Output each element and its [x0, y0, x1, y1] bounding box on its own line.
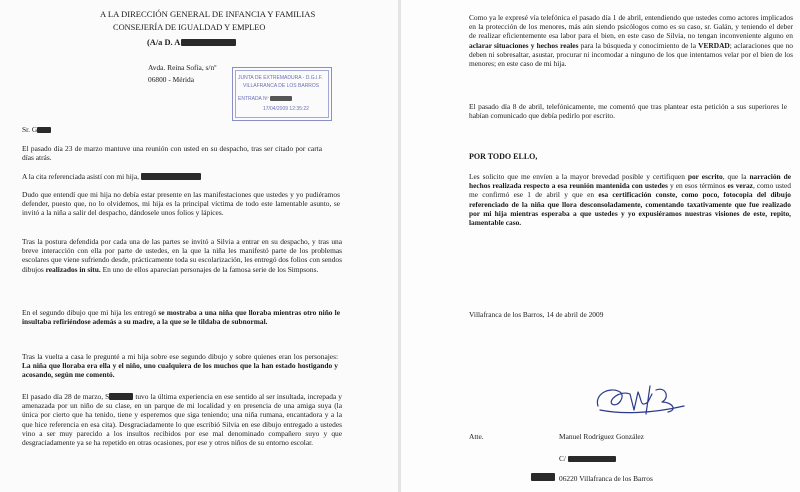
right-p3-bold3: es veraz	[727, 181, 753, 191]
registry-stamp	[232, 67, 332, 121]
right-p1-verdad: VERDAD	[698, 40, 730, 50]
right-p3-text2: , que la	[722, 172, 747, 181]
paragraph-4	[22, 237, 342, 274]
right-p1-text: Como ya le expresé vía telefónica el pasado día 1 de abril, entendiendo que ustedes como actores implicados en la protección de los menores, más aún siendo psicólogos como es su caso, sr. Galán, y teniendo el deber de realizar eficientemente esa labor para el bien, en este caso de Silvia, no tengan inconveniente alguno en	[469, 13, 793, 41]
right-p1-bold: aclarar situaciones y hechos reales	[469, 40, 579, 50]
paragraph-5-bold: se mostraba a una niña que lloraba mientras otro niño le insultaba refiriéndose además a su madre, a la que se le tildaba de subnormal.	[22, 308, 340, 327]
recipient-label: (A/a D. A	[147, 38, 181, 47]
paragraph-7	[22, 392, 342, 447]
stamp-entrada	[238, 96, 292, 102]
address-line-2: 06800 - Mérida	[148, 75, 194, 84]
right-p3-bold4: esa certificación conste, como poco, fotocopia del dibujo referenciado de la niña que llora desconsoladamente, comentando taxativamente que fue realizado por mi hija mientras esperaba a que ustedes y yo expusiéramos nuestras visiones de este, repito, lamentable caso.	[469, 190, 791, 228]
recipient-name	[147, 38, 236, 47]
paragraph-4-bold: realizados in situ.	[45, 264, 101, 274]
sender-street	[559, 454, 616, 463]
paragraph-3: Dudo que entendí que mi hija no debía estar presente en las manifestaciones que ustedes y yo pudiéramos defender, puesto que, no lo olvidemos, mi hija es la principal víctima de todo este lamentable asunto, se invitó a la niña a salir del despacho, dándosele unos folios y lápices.	[22, 190, 340, 218]
paragraph-6	[22, 352, 338, 380]
address-line-1: Avda. Reina Sofía, s/nº	[148, 63, 217, 72]
right-p3-text3: y en esos términos	[669, 181, 726, 191]
salutation-redaction	[37, 127, 51, 133]
stamp-entrada-label: ENTRADA Nº	[238, 96, 269, 102]
right-p3-bold1: por escrito	[687, 172, 723, 181]
header-line-1: A LA DIRECCIÓN GENERAL DE INFANCIA Y FAMILIAS	[100, 9, 316, 19]
street-redaction	[568, 456, 616, 462]
header-line-2: CONSEJERÍA DE IGUALDAD Y EMPLEO	[113, 23, 266, 32]
paragraph-2	[22, 172, 201, 181]
section-heading: POR TODO ELLO,	[469, 152, 538, 161]
paragraph-6-bold: La niña que lloraba era ella y el niño, uno cualquiera de los muchos que la han estado hostigando y acosando, según me comentó.	[22, 361, 338, 380]
name-redaction	[141, 173, 201, 180]
paragraph-6-text: Tras la vuelta a casa le pregunté a mi hija sobre ese segundo dibujo y sobre quienes eran los personajes:	[22, 352, 338, 361]
salutation	[22, 125, 51, 134]
stamp-line-2: VILLAFRANCA DE LOS BARROS	[243, 83, 320, 89]
right-p3-text4: , como usted me confirmó ese 1 de abril y que en	[469, 181, 791, 200]
sender-name: Manuel Rodríguez González	[559, 432, 644, 441]
paragraph-4-end: En uno de ellos aparecían personajes de la famosa serie de los Simpsons.	[102, 264, 319, 274]
right-p1-text2: para la búsqueda y conocimiento de la	[580, 40, 696, 50]
paragraph-5	[22, 308, 340, 326]
right-p3-text: Les solicito que me envíen a la mayor brevedad posible y certifiquen	[469, 172, 685, 181]
right-p1-end: ; aclaraciones que no deben ni sobresaltar, asustar, procurar ni incomodar a ninguno de los que intentamos velar por el bien de los menores; en este caso de mi hija.	[469, 40, 793, 69]
paragraph-2-text: A la cita referenciada asistí con mi hija,	[22, 172, 139, 181]
closing: Atte.	[469, 432, 484, 441]
stamp-redaction	[270, 96, 292, 101]
sender-street-label: C/	[559, 454, 566, 463]
paragraph-1: El pasado día 23 de marzo mantuve una reunión con usted en su despacho, tras ser citado por carta días atrás.	[22, 144, 322, 163]
postal-redaction	[531, 473, 555, 481]
place-and-date: Villafranca de los Barros, 14 de abril de 2009	[469, 310, 604, 319]
redaction-bar	[181, 39, 236, 46]
left-page	[0, 0, 399, 492]
salutation-text: Sr. G	[22, 125, 38, 134]
right-paragraph-3	[469, 172, 791, 227]
right-p3-bold2: narración de hechos realizada respecto a esa reunión mantenida con ustedes	[469, 172, 791, 191]
paragraph-7-text: El pasado día 28 de marzo, S	[22, 392, 110, 401]
signature-icon	[590, 380, 690, 420]
paragraph-5-text: En el segundo dibujo que mi hija les entregó	[22, 308, 157, 317]
stamp-line-1: JUNTA DE EXTREMADURA - D.G.I.F.	[238, 75, 323, 81]
stamp-date: 17/04/2009 12:35:22	[263, 106, 309, 112]
paragraph-7-rest: tuvo la última experiencia en ese sentido al ser insultada, increpada y amenazada por un niño de su clase, en un parque de mi localidad y en presencia de una amiga suya (la única por cierto que ha tenido, tiene y esperemos que siga teniendo; una niña rumana, encantadora y a la que hice referencia en esa cita). Desgraciadamente lo que escribió Silvia en ese dibujo entregado a ustedes vino a ser muy parecido a los insultos recibidos por ese mal denominado compañero suyo y que desgraciadamente ya se ha repetido en otras ocasiones, por ese y otros niños de su entorno escolar.	[22, 392, 342, 448]
paragraph-4-text: Tras la postura defendida por cada una de las partes se invitó a Silvia a entrar en su despacho, y tras una breve interacción con ella por parte de ustedes, en la que la niña les manifestó parte de los problemas escolares que viene sufriendo desde, prácticamente toda su escolarización, les entregó dos folios con sendos dibujos	[22, 237, 342, 274]
paragraph-7-redaction	[109, 393, 133, 400]
sender-postal: 06220 Villafranca de los Barros	[559, 474, 653, 483]
right-paragraph-2: El pasado día 8 de abril, telefónicamente, me comentó que tras plantear esta petición a sus superiores le habían comunicado que debía pedirlo por escrito.	[469, 102, 787, 121]
right-paragraph-1	[469, 13, 793, 68]
